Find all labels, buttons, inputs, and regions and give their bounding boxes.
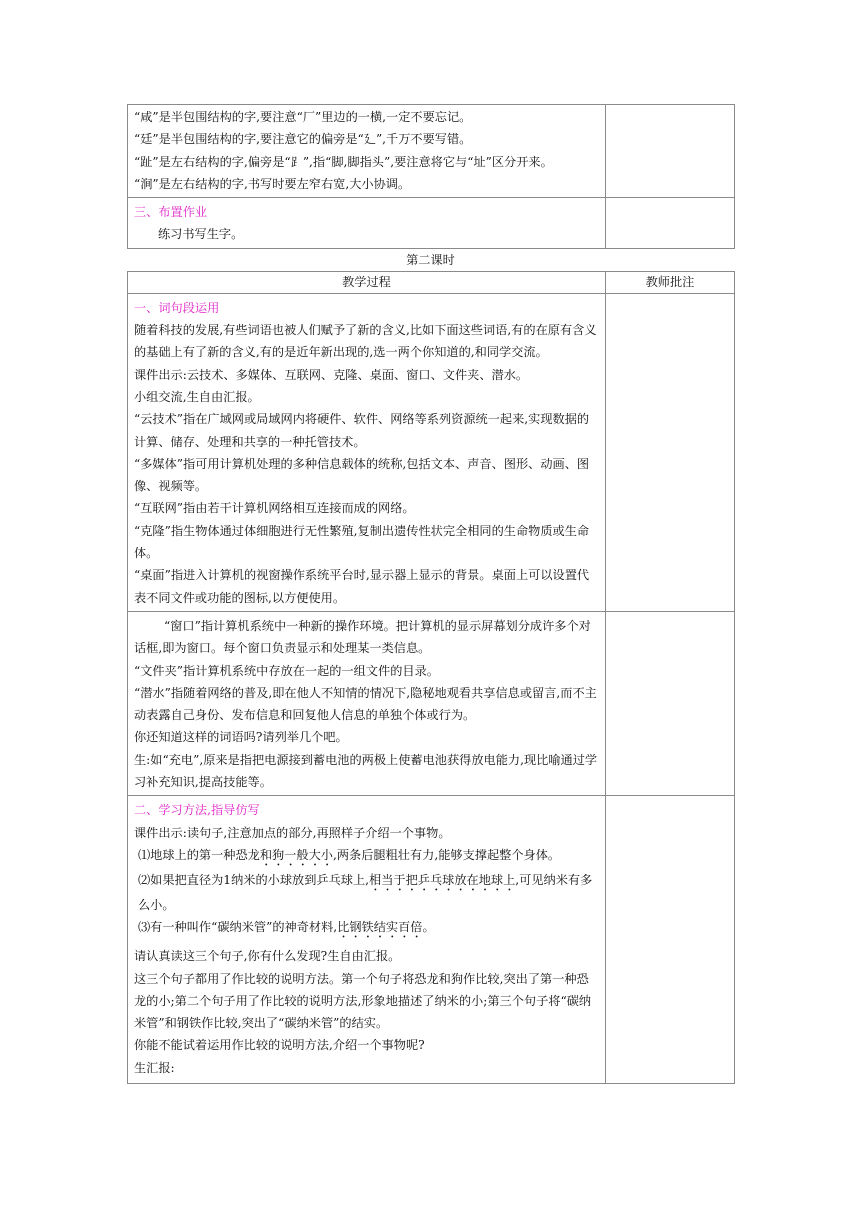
teacher-notes-cell [606, 611, 735, 795]
example-sentence-2: ⑵如果把直径为1纳米的小球放到乒乓球上,相当于把乒乓球放在地球上,可见纳米有多么小。 [138, 872, 593, 912]
paragraph: “潜水”指随着网络的普及,即在他人不知情的情况下,隐秘地观看共享信息或留言,而不主动表露自己身份、发布信息和回复他人信息的单独个体或行为。 [134, 685, 597, 723]
paragraph: “克隆”指生物体通过体细胞进行无性繁殖,复制出遗传性状完全相同的生命物质或生命体。 [134, 523, 590, 561]
paragraph: 这三个句子都用了作比较的说明方法。第一个句子将恐龙和狗作比较,突出了第一种恐龙的小;第二个句子用了作比较的说明方法,形象地描述了纳米的小;第三个句子将“碳纳米管”和钢铁作比较,突出了“碳纳米管”的结实。 [134, 971, 592, 1031]
paragraph: “互联网”指由若干计算机网络相互连接而成的网络。 [134, 501, 415, 516]
dotted-emphasis: 和狗一般大小 [259, 847, 333, 862]
guidance-line: “咸”是半包围结构的字,要注意“厂”里边的一横,一定不要忘记。 [134, 110, 472, 124]
writing-guidance-cell [128, 105, 606, 198]
teacher-notes-cell [606, 198, 735, 249]
paragraph: 生汇报: [134, 1060, 175, 1075]
paragraph: “窗口”指计算机系统中一种新的操作环境。把计算机的显示屏幕划分成许多个对话框,即为窗口。每个窗口负责显示和处理某一类信息。 [134, 618, 591, 656]
section-method-cell [128, 796, 606, 1084]
section-word-usage-cont-cell [128, 611, 606, 795]
guidance-line: “趾”是左右结构的字,偏旁是“⻊”,指“脚,脚指头”,要注意将它与“址”区分开来。 [134, 154, 553, 169]
section-heading: 二、学习方法,指导仿写 [134, 803, 260, 818]
zu-radical-glyph: ⻊ [290, 154, 303, 169]
paragraph: 随着科技的发展,有些词语也被人们赋予了新的含义,比如下面这些词语,有的在原有含义的基础上有了新的含义,有的是近年新出现的,选一两个你知道的,和同学交流。 [134, 323, 597, 360]
lesson-plan-page [127, 104, 734, 1084]
teacher-notes-cell [606, 293, 735, 611]
paragraph: 小组交流,生自由汇报。 [134, 389, 260, 404]
paragraph: 课件出示:读句子,注意加点的部分,再照样子介绍一个事物。 [134, 825, 451, 840]
paragraph: “多媒体”指可用计算机处理的多种信息载体的统称,包括文本、声音、图形、动画、图像、视频等。 [134, 456, 590, 494]
homework-text: 练习书写生字。 [158, 227, 244, 242]
paragraph: 你能不能试着运用作比较的说明方法,介绍一个事物呢? [134, 1038, 425, 1053]
dotted-emphasis: 比钢铁结实百倍 [337, 920, 423, 935]
section-word-usage-cell [128, 293, 606, 611]
dotted-emphasis: 相当于把乒乓球放在地球上 [369, 872, 516, 887]
lesson-caption: 第二课时 [406, 252, 455, 267]
paragraph: 课件出示:云技术、多媒体、互联网、克隆、桌面、窗口、文件夹、潜水。 [134, 367, 529, 382]
guidance-line: “涧”是左右结构的字,书写时要左窄右宽,大小协调。 [134, 176, 411, 191]
guidance-line: “廷”是半包围结构的字,要注意它的偏旁是“廴”,千万不要写错。 [134, 132, 472, 147]
paragraph: “云技术”指在广域网或局域网内将硬件、软件、网络等系列资源统一起来,实现数据的计算、储存、处理和共享的一种托管技术。 [134, 412, 590, 449]
homework-heading: 三、布置作业 [134, 205, 208, 220]
paragraph: 生:如“充电”,原来是指把电源接到蓄电池的两极上使蓄电池获得放电能力,现比喻通过学习补充知识,提高技能等。 [134, 752, 598, 790]
paragraph: “桌面”指进入计算机的视窗操作系统平台时,显示器上显示的背景。桌面上可以设置代表不同文件或功能的图标,以方便使用。 [134, 568, 590, 605]
teacher-notes-cell [606, 796, 735, 1084]
column-header-notes: 教师批注 [606, 271, 735, 293]
example-sentence-1: ⑴地球上的第一种恐龙和狗一般大小,两条后腿粗壮有力,能够支撑起整个身体。 [138, 847, 561, 862]
teacher-notes-cell [606, 105, 735, 198]
paragraph: 你还知道这样的词语吗?请列举几个吧。 [134, 730, 348, 745]
example-sentence-3: ⑶有一种叫作“碳纳米管”的神奇材料,比钢铁结实百倍。 [138, 920, 435, 935]
homework-cell [128, 198, 606, 249]
section-heading: 一、词句段运用 [134, 300, 220, 315]
lesson-table-part1 [127, 104, 735, 249]
lesson-table-part2 [127, 271, 735, 1084]
column-header-process: 教学过程 [128, 271, 606, 293]
paragraph: “文件夹”指计算机系统中存放在一起的一组文件的目录。 [134, 663, 439, 678]
paragraph: 请认真读这三个句子,你有什么发现?生自由汇报。 [134, 949, 401, 964]
